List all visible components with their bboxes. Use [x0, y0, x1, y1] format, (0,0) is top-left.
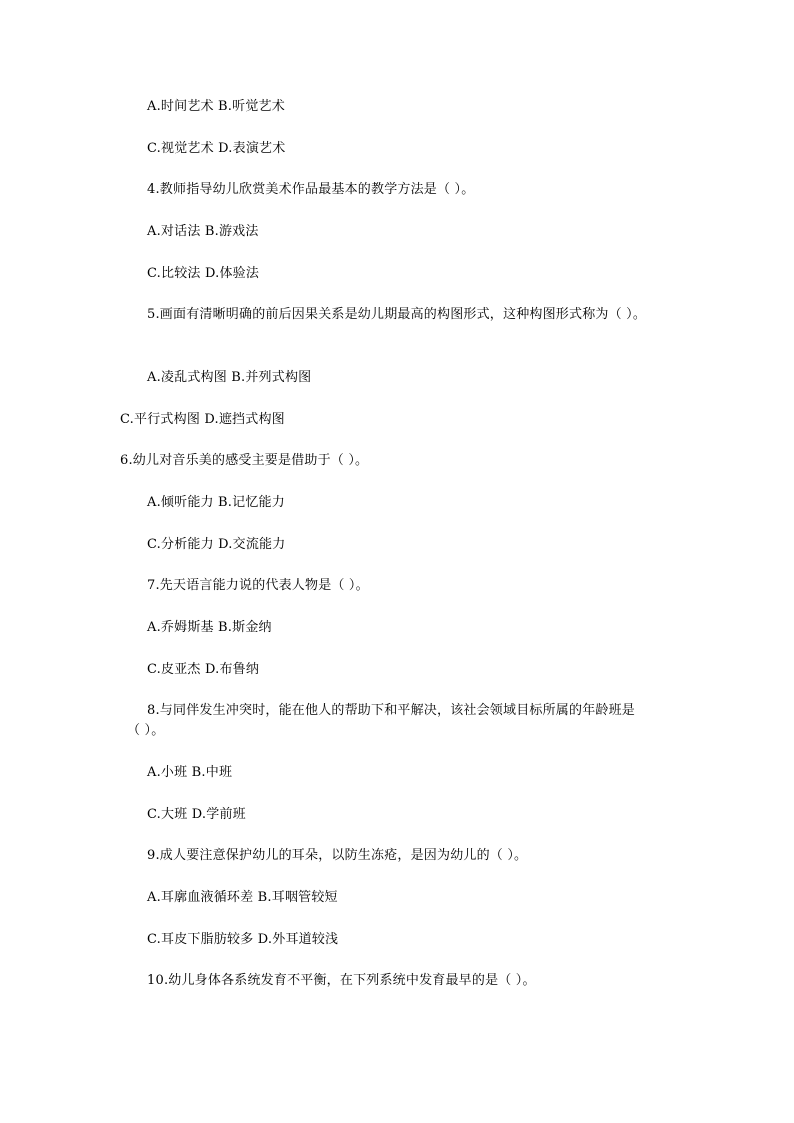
- question-5: 5.画面有清晰明确的前后因果关系是幼儿期最高的构图形式，这种构图形式称为（ ）。: [147, 307, 647, 322]
- question-7: 7.先天语言能力说的代表人物是（ ）。: [147, 578, 369, 593]
- option-line-q8-ab: A.小班 B.中班: [147, 765, 233, 780]
- question-10: 10.幼儿身体各系统发育不平衡，在下列系统中发育最早的是（ ）。: [147, 973, 536, 988]
- option-line-q7-cd: C.皮亚杰 D.布鲁纳: [147, 662, 260, 677]
- option-line-q5-cd: C.平行式构图 D.遮挡式构图: [120, 412, 285, 427]
- option-line-q9-cd: C.耳皮下脂肪较多 D.外耳道较浅: [147, 932, 339, 947]
- option-line-q6-cd: C.分析能力 D.交流能力: [147, 537, 286, 552]
- option-line-q9-ab: A.耳廓血液循环差 B.耳咽管较短: [147, 890, 338, 905]
- question-8: 8.与同伴发生冲突时，能在他人的帮助下和平解决，该社会领域目标所属的年龄班是: [147, 703, 636, 718]
- question-4: 4.教师指导幼儿欣赏美术作品最基本的教学方法是（ ）。: [147, 182, 475, 197]
- option-line-q4-ab: A.对话法 B.游戏法: [147, 224, 259, 239]
- option-line-q8-cd: C.大班 D.学前班: [147, 807, 246, 822]
- option-line-q3-ab: A.时间艺术 B.听觉艺术: [147, 99, 285, 114]
- option-line-q6-ab: A.倾听能力 B.记忆能力: [147, 495, 285, 510]
- option-line-q4-cd: C.比较法 D.体验法: [147, 266, 260, 281]
- question-8-continued: （ ）。: [127, 723, 165, 738]
- question-9: 9.成人要注意保护幼儿的耳朵，以防生冻疮，是因为幼儿的（ ）。: [147, 848, 528, 863]
- option-line-q5-ab: A.凌乱式构图 B.并列式构图: [147, 370, 312, 385]
- option-line-q7-ab: A.乔姆斯基 B.斯金纳: [147, 620, 272, 635]
- question-6: 6.幼儿对音乐美的感受主要是借助于（ ）。: [120, 453, 369, 468]
- option-line-q3-cd: C.视觉艺术 D.表演艺术: [147, 141, 286, 156]
